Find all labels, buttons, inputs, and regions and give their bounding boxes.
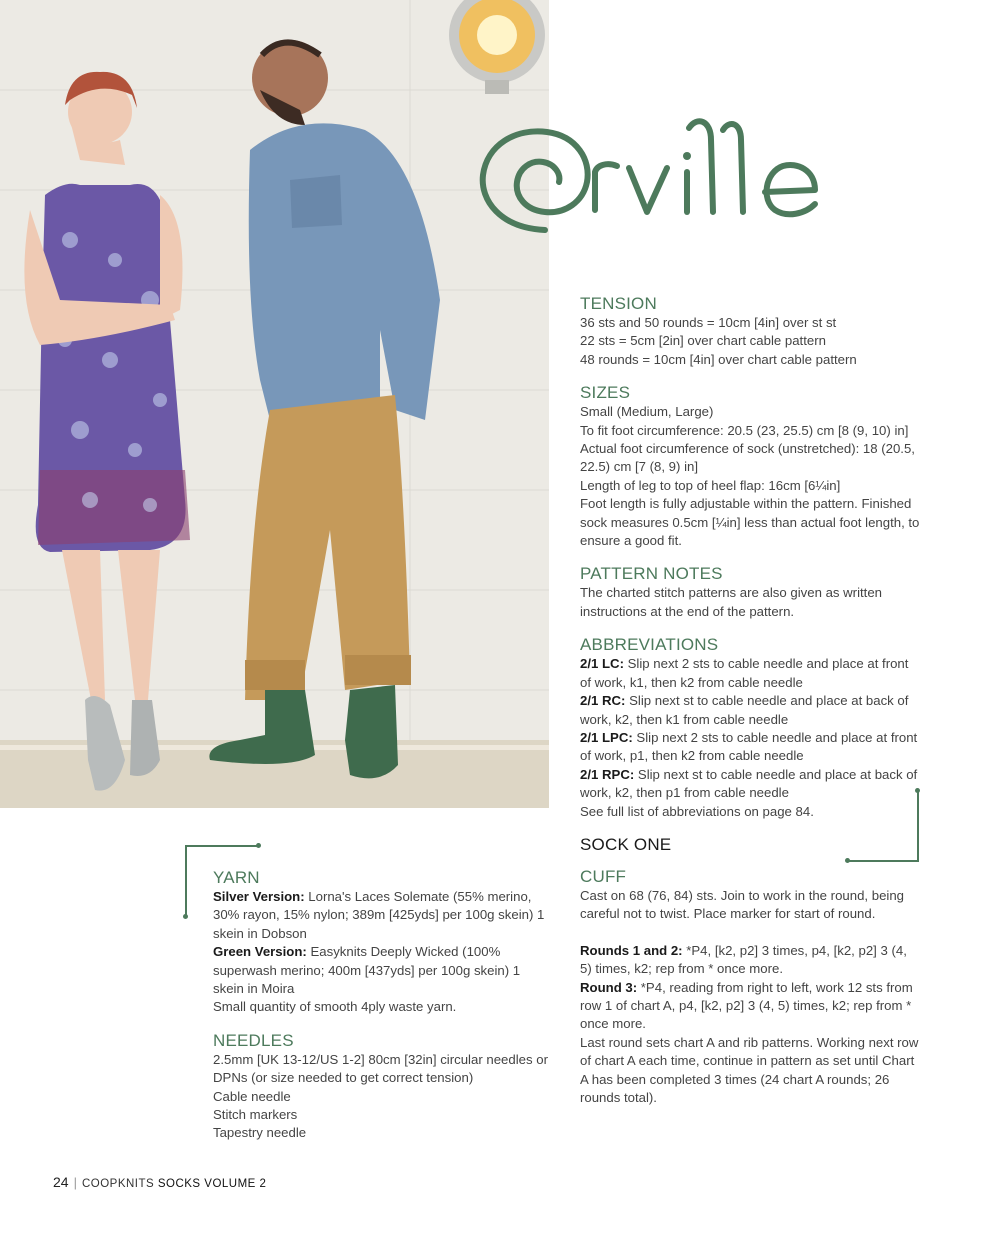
sizes-line: Actual foot circumference of sock (unstretched): 18 (20.5, 22.5) cm [7 (8, 9) in] [580,441,915,475]
abbreviation-def: Slip next st to cable needle and place at back of work, k2, then p1 from cable needle [580,766,918,801]
spacer [580,924,920,942]
yarn-green-text: Easyknits Deeply Wicked (100% superwash merino; 400m [437yds] per 100g skein) 1 skein in Moira [213,944,521,997]
cuff-rounds-1-2 [580,942,920,979]
yarn-silver [213,888,553,943]
bracket-horizontal-left [185,845,258,847]
cuff-round-3 [580,979,920,1034]
abbreviation-term: 2/1 LC: [580,656,624,672]
bracket-horizontal-right [848,860,919,862]
pattern-notes-section [580,564,920,621]
rounds-1-2-text: *P4, [k2, p2] 3 times, p4, [k2, p2] 3 (4, 5) times, k2; rep from * once more. [580,942,907,977]
abbreviations-heading: ABBREVIATIONS [580,635,719,655]
footer-separator: | [73,1175,77,1190]
round-3-text: *P4, reading from right to left, work 12 sts from row 1 of chart A, p4, [k2, p2] 3 (4, 5) times, k2; rep from * once more. [580,979,913,1032]
needles-heading: NEEDLES [213,1030,294,1050]
abbreviation-item [580,729,920,766]
page-number: 24 [53,1174,69,1190]
yarn-green [213,943,553,998]
photo [0,0,549,808]
needles-line: 2.5mm [UK 13-12/US 1-2] 80cm [32in] circular needles or DPNs (or size needed to get correct tension) [213,1051,548,1086]
abbreviation-item [580,655,920,692]
bracket-dot [256,843,261,848]
sock-one-heading: SOCK ONE [580,834,672,854]
sock-one-section [580,835,920,855]
round-3-label: Round 3: [580,979,638,995]
sizes-section [580,383,920,550]
yarn-green-label: Green Version: [213,944,307,960]
yarn-heading: YARN [213,868,260,887]
abbreviation-def: Slip next 2 sts to cable needle and place at front of work, k1, then k2 from cable needle [580,656,909,690]
abbreviation-term: 2/1 LPC: [580,729,633,745]
abbreviation-item [580,766,920,803]
footer-volume: SOCKS VOLUME 2 [157,1178,267,1190]
pattern-notes-heading: PATTERN NOTES [580,564,723,584]
tension-line: 48 rounds = 10cm [4in] over chart cable pattern [580,351,857,367]
bracket-dot [915,788,920,793]
sizes-line: Foot length is fully adjustable within the pattern. Finished sock measures 0.5cm [¼in] less than actual foot length, to ensure a good fit. [580,496,920,549]
page-footer [53,1174,266,1190]
cuff-section [580,867,920,1107]
tension-line: 22 sts = 5cm [2in] over chart cable pattern [580,333,826,349]
needles-line: Tapestry needle [213,1125,307,1141]
abbreviation-item [580,692,920,729]
cuff-intro: Cast on 68 (76, 84) sts. Join to work in the round, being careful not to twist. Place marker for start of round. [580,887,905,922]
abbreviation-def: Slip next st to cable needle and place at back of work, k2, then k1 from cable needle [580,693,909,727]
pattern-title [475,110,835,245]
bracket-vertical-right [917,790,919,862]
abbreviation-term: 2/1 RPC: [580,766,635,782]
sizes-line: Small (Medium, Large) [580,404,714,420]
needles-line: Stitch markers [213,1107,298,1123]
abbreviation-def: Slip next 2 sts to cable needle and place at front of work, p1, then k2 from cable needle [580,729,918,764]
bracket-vertical-left [185,845,187,917]
right-column [580,294,920,1107]
tension-section [580,294,920,369]
bracket-dot [845,858,850,863]
cuff-heading: CUFF [580,866,627,886]
yarn-silver-label: Silver Version: [213,889,305,904]
rounds-1-2-label: Rounds 1 and 2: [580,942,683,958]
tension-line: 36 sts and 50 rounds = 10cm [4in] over st st [580,315,837,330]
title-lettering [475,110,835,245]
needles-line: Cable needle [213,1088,291,1104]
left-column [213,868,553,1143]
bracket-dot [183,914,188,919]
abbreviations-footer: See full list of abbreviations on page 84. [580,803,814,819]
cuff-outro: Last round sets chart A and rib patterns. Working next row of chart A each time, continue in pattern as set until Chart A has been completed 3 times (24 chart A rounds; 26 rounds total). [580,1034,919,1105]
sizes-line: To fit foot circumference: 20.5 (23, 25.5) cm [8 (9, 10) in] [580,422,909,438]
needles-section [213,1031,553,1143]
footer-brand: COOPKNITS [81,1178,155,1190]
sizes-line: Length of leg to top of heel flap: 16cm [6¼in] [580,477,841,493]
yarn-silver-text: Lorna's Laces Solemate (55% merino, 30% rayon, 15% nylon; 389m [425yds] per 100g skein) 1 skein in Dobson [213,889,545,941]
photo-illustration [0,0,549,808]
abbreviation-term: 2/1 RC: [580,693,626,709]
yarn-extra: Small quantity of smooth 4ply waste yarn. [213,999,457,1015]
sizes-heading: SIZES [580,383,631,403]
tension-heading: TENSION [580,294,657,313]
yarn-section [213,868,553,1017]
abbreviations-section [580,635,920,821]
pattern-notes-text: The charted stitch patterns are also given as written instructions at the end of the pattern. [580,585,882,619]
